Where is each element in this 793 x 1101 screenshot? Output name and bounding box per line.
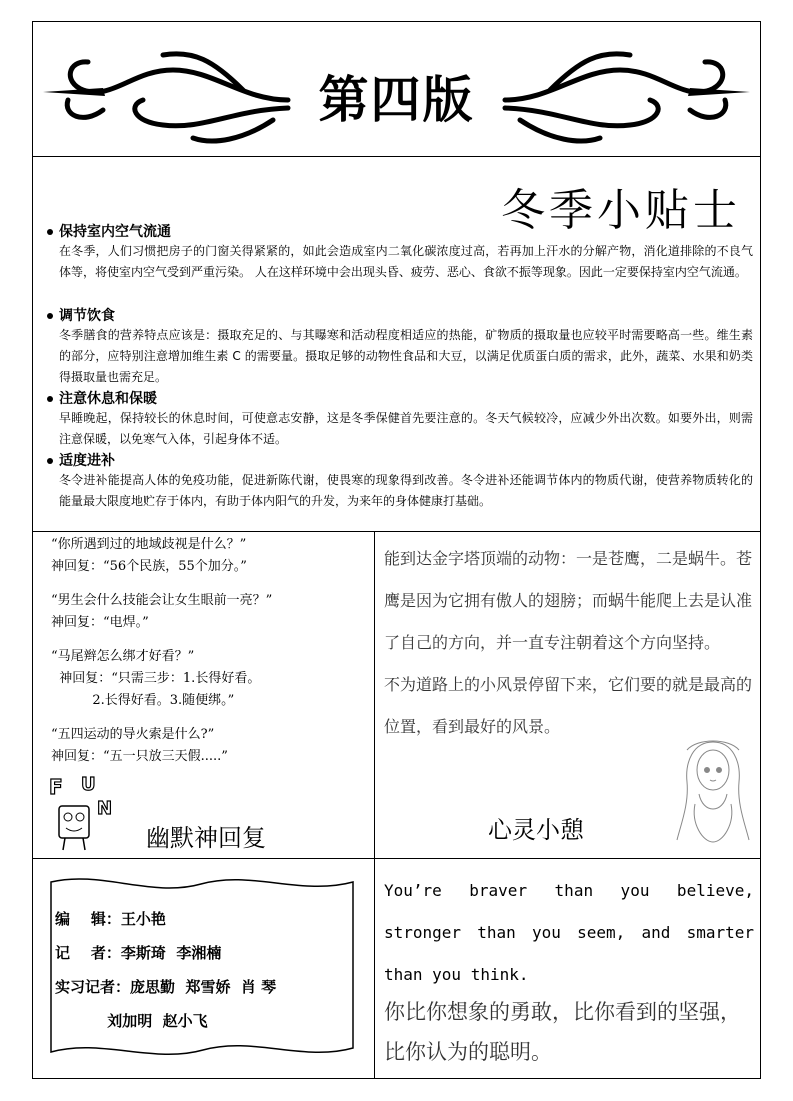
humor-qa: “你所遇到过的地域歧视是什么？” 神回复：“56个民族，55个加分。” [51,537,247,574]
quote-chinese: 你比你想象的勇敢，比你看到的坚强，比你认为的聪明。 [384,1000,741,1064]
credits-list [55,902,276,1038]
divider-middle [33,858,760,859]
tip-heading: 注意休息和保暖 [47,388,157,408]
divider-vertical [374,531,375,1079]
svg-text:U: U [81,774,96,795]
tip-body: 在冬季，人们习惯把房子的门窗关得紧紧的，如此会造成室内二氧化碳浓度过高，若再加上汗水的分解产物，消化道排除的不良气体等，将使室内空气受到严重污染。 人在这样环境中会出现头昏、疲劳、恶心、食欲不振等现象。因此一定要保持室内空气流通。 [59,244,753,279]
tip-heading: 保持室内空气流通 [47,221,171,241]
divider-header [33,156,760,157]
humor-title: 幽默神回复 [146,824,266,852]
divider-tips [33,531,760,532]
bullet-icon [47,458,53,464]
heart-paragraph: 能到达金字塔顶端的动物：一是苍鹰，二是蜗牛。苍鹰是因为它拥有傲人的翅膀；而蜗牛能爬上去是认准了自己的方向，并一直专注朝着这个方向坚持。 [384,549,753,652]
heart-title: 心灵小憩 [488,816,584,844]
tips-title: 冬季小贴士 [501,185,741,236]
humor-qa: “马尾辫怎么绑才好看？” 神回复：“只需三步：1.长得好看。 2.长得好看。3.随便绑。” [51,649,261,708]
credit-row: 编 辑：王小艳 [55,910,166,928]
page-title: 第四版 [318,70,475,129]
humor-qa: “五四运动的导火索是什么?” 神回复：“五一只放三天假.....” [51,727,228,764]
fun-spongebob-icon [45,772,115,852]
page-frame [32,21,761,1079]
bullet-icon [47,313,53,319]
tip-heading: 调节饮食 [47,305,115,325]
svg-text:F: F [49,775,63,799]
heart-section [384,538,754,748]
quote-english: You’re braver than you believe, stronger than you seem, and smarter than you think. [384,881,754,984]
heart-paragraph: 不为道路上的小风景停留下来，它们要的就是最高的位置，看到最好的风景。 [384,675,753,736]
bullet-icon [47,229,53,235]
credit-row: 记 者：李斯琦 李湘楠 [55,944,222,962]
tip-heading: 适度进补 [47,450,115,470]
anime-girl-icon [673,734,753,844]
credit-row: 实习记者：庞思勤 郑雪娇 肖 琴 [55,978,277,996]
svg-text:N: N [97,798,113,819]
tip-body: 冬季膳食的营养特点应该是：摄取充足的、与其曝寒和活动程度相适应的热能，矿物质的摄取量也应较平时需要略高一些。维生素的部分，应特别注意增加维生素 C 的需要量。摄取足够的动物性食品和大豆，以满足优质蛋白质的需求，此外，蔬菜、水果和奶类得摄取量也需充足。 [59,328,753,384]
tip-body: 冬令进补能提高人体的免疫功能，促进新陈代谢，使畏寒的现象得到改善。冬令进补还能调节体内的物质代谢，使营养物质转化的能量最大限度地贮存于体内，有助于体内阳气的升发，为来年的身体健康打基础。 [59,473,753,508]
credit-row: 刘加明 赵小飞 [55,1012,208,1030]
humor-qa: “男生会什么技能会让女生眼前一亮？” 神回复：“电焊。” [51,593,273,630]
bullet-icon [47,396,53,402]
humor-section [51,534,371,780]
tip-body: 早睡晚起，保持较长的休息时间，可使意志安静，这是冬季保健首先要注意的。冬天气候较冷，应减少外出次数。如要外出，则需注意保暖，以免寒气入体，引起身体不适。 [59,411,753,446]
